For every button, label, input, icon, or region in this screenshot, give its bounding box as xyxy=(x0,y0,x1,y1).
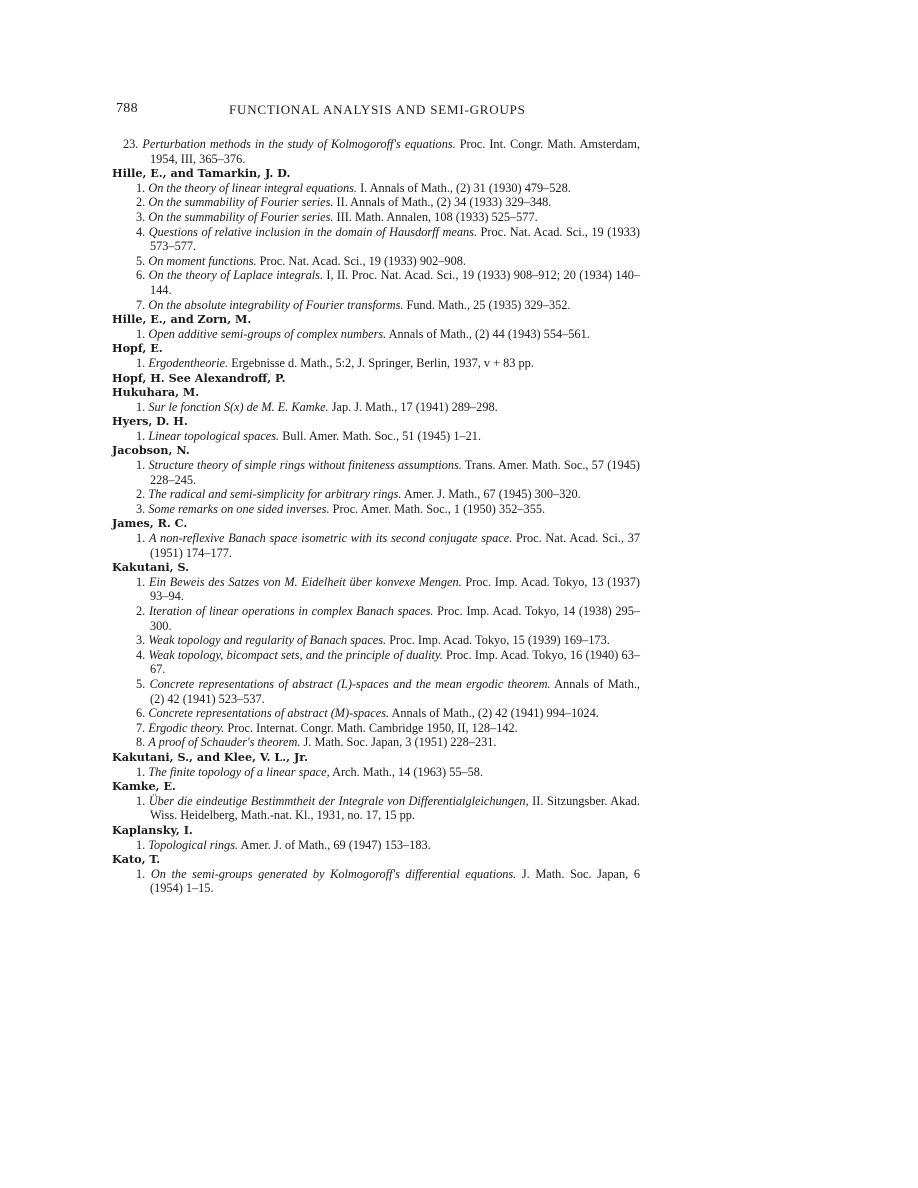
author-block xyxy=(112,852,640,896)
entry-title: On the summability of Fourier series. xyxy=(148,195,334,210)
running-title: FUNCTIONAL ANALYSIS AND SEMI-GROUPS xyxy=(229,102,526,117)
entry-citation: Ergebnisse d. Math., 5:2, J. Springer, Berlin, 1937, v + 83 pp. xyxy=(228,355,534,370)
entry-citation: Proc. Int. Congr. Math. Amsterdam, 1954, III, 365–376. xyxy=(150,137,641,166)
entry-title: On the theory of linear integral equations. xyxy=(148,180,357,195)
entry-title: Concrete representations of abstract (M)-spaces. xyxy=(148,706,390,721)
entry-citation: Proc. Nat. Acad. Sci., 19 (1933) 573–577. xyxy=(150,224,640,254)
entry-title: On the theory of Laplace integrals. xyxy=(148,268,324,283)
entry-citation: Amer. J. of Math., 69 (1947) 153–183. xyxy=(238,837,431,852)
entry-number: 1. xyxy=(136,326,146,341)
entry-title: A proof of Schauder's theorem. xyxy=(148,735,301,750)
entry-citation: II. Annals of Math., (2) 34 (1933) 329–348. xyxy=(333,195,552,210)
entry-number: 4. xyxy=(136,224,146,239)
author-name: Hille, E., and Zorn, M. xyxy=(112,312,252,327)
bib-entry xyxy=(112,502,640,517)
entry-citation: Fund. Math., 25 (1935) 329–352. xyxy=(403,297,571,312)
bib-entry xyxy=(112,298,640,313)
entry-title: Questions of relative inclusion in the domain of Hausdorff means. xyxy=(148,224,478,239)
entry-citation: Bull. Amer. Math. Soc., 51 (1945) 1–21. xyxy=(279,428,482,443)
entry-citation: Proc. Nat. Acad. Sci., 37 (1951) 174–177. xyxy=(150,531,640,560)
entry-title: The finite topology of a linear space, xyxy=(148,764,330,779)
entry-citation: Annals of Math., (2) 42 (1941) 523–537. xyxy=(150,676,640,706)
bib-entry xyxy=(112,575,640,604)
entry-title: On the summability of Fourier series. xyxy=(148,209,334,224)
bib-entry-continued xyxy=(112,137,640,166)
page-header xyxy=(116,101,641,121)
entry-number: 1. xyxy=(136,355,146,370)
entry-citation: Annals of Math., (2) 42 (1941) 994–1024. xyxy=(389,706,599,721)
entry-title: On moment functions. xyxy=(148,253,257,268)
bib-entry xyxy=(112,429,640,444)
entry-citation: Proc. Amer. Math. Soc., 1 (1950) 352–355. xyxy=(329,501,546,516)
entry-number: 7. xyxy=(136,720,146,735)
bib-entry xyxy=(112,838,640,853)
bib-entry xyxy=(112,195,640,210)
entry-number: 1. xyxy=(136,574,146,589)
entry-title: Linear topological spaces. xyxy=(148,428,280,443)
bib-entry xyxy=(112,604,640,633)
entry-number: 1. xyxy=(136,837,146,852)
author-block xyxy=(112,750,640,779)
entry-number: 4. xyxy=(136,647,146,662)
author-block xyxy=(112,779,640,823)
entry-citation: Proc. Nat. Acad. Sci., 19 (1933) 902–908. xyxy=(256,253,466,268)
bib-entry xyxy=(112,458,640,487)
author-name: Kakutani, S., and Klee, V. L., Jr. xyxy=(112,749,309,764)
entry-title: A non-reflexive Banach space isometric with its second conjugate space. xyxy=(149,531,513,546)
author-name: Hille, E., and Tamarkin, J. D. xyxy=(112,166,291,181)
entry-citation: Annals of Math., (2) 44 (1943) 554–561. xyxy=(386,326,590,341)
author-block xyxy=(112,823,640,852)
entry-title: Weak topology, bicompact sets, and the principle of duality. xyxy=(148,647,443,662)
entry-number: 2. xyxy=(136,604,146,618)
bib-entry xyxy=(112,268,640,297)
author-name: Kamke, E. xyxy=(112,779,176,794)
entry-title: Some remarks on one sided inverses. xyxy=(148,501,330,516)
entry-citation: II. Sitzungsber. Akad. Wiss. Heidelberg, Math.-nat. Kl., 1931, no. 17, 15 pp. xyxy=(150,793,640,823)
entry-citation: J. Math. Soc. Japan, 6 (1954) 1–15. xyxy=(150,866,640,896)
entry-title: The radical and semi-simplicity for arbitrary rings. xyxy=(148,487,402,502)
entry-number: 6. xyxy=(136,268,146,283)
entry-number: 23. xyxy=(123,137,139,151)
author-name: James, R. C. xyxy=(112,516,188,531)
bib-entry xyxy=(112,181,640,196)
entry-citation: Arch. Math., 14 (1963) 55–58. xyxy=(329,764,484,779)
author-name: Hukuhara, M. xyxy=(112,385,200,400)
entry-citation: Proc. Imp. Acad. Tokyo, 14 (1938) 295–300. xyxy=(150,604,640,633)
author-name: Hopf, E. xyxy=(112,341,163,356)
bib-entry xyxy=(112,735,640,750)
entry-citation: Proc. Imp. Acad. Tokyo, 16 (1940) 63–67. xyxy=(150,647,640,677)
entry-number: 3. xyxy=(136,209,146,224)
entry-citation: I, II. Proc. Nat. Acad. Sci., 19 (1933) 908–912; 20 (1934) 140–144. xyxy=(150,268,640,297)
entry-number: 5. xyxy=(136,676,146,691)
entry-title: Structure theory of simple rings without finiteness assumptions. xyxy=(148,458,462,473)
entry-number: 6. xyxy=(136,706,146,721)
entry-title: Ein Beweis des Satzes von M. Eidelheit über konvexe Mengen. xyxy=(148,574,462,589)
entry-title: Topological rings. xyxy=(148,837,239,852)
bib-entry xyxy=(112,531,640,560)
entry-number: 1. xyxy=(136,531,146,546)
author-name: Hopf, H. See Alexandroff, P. xyxy=(112,370,286,385)
bib-entry xyxy=(112,356,640,371)
bib-entry xyxy=(112,706,640,721)
page-number: 788 xyxy=(116,101,138,116)
author-block xyxy=(112,341,640,370)
author-block xyxy=(112,385,640,414)
bib-entry xyxy=(112,225,640,254)
author-block xyxy=(112,560,640,750)
entry-citation: Proc. Imp. Acad. Tokyo, 15 (1939) 169–173. xyxy=(386,633,610,648)
author-name: Kaplansky, I. xyxy=(112,822,193,837)
author-block xyxy=(112,166,640,312)
entry-number: 1. xyxy=(136,428,146,443)
bib-entry xyxy=(112,648,640,677)
bib-entry xyxy=(112,487,640,502)
entry-number: 2. xyxy=(136,195,146,210)
author-name: Kakutani, S. xyxy=(112,560,190,575)
author-block xyxy=(112,414,640,443)
entry-number: 2. xyxy=(136,487,146,502)
author-block xyxy=(112,516,640,560)
bib-entry xyxy=(112,254,640,269)
bib-entry xyxy=(112,765,640,780)
entry-title: Iteration of linear operations in complex Banach spaces. xyxy=(148,604,434,618)
entry-number: 1. xyxy=(136,793,146,808)
entry-number: 1. xyxy=(136,866,146,881)
bib-entry xyxy=(112,794,640,823)
entry-number: 1. xyxy=(136,764,146,779)
entry-number: 7. xyxy=(136,297,146,312)
entry-citation: Proc. Internat. Congr. Math. Cambridge 1950, II, 128–142. xyxy=(224,720,518,735)
entry-number: 5. xyxy=(136,253,146,268)
bib-entry xyxy=(112,721,640,736)
entry-citation: J. Math. Soc. Japan, 3 (1951) 228–231. xyxy=(300,735,497,750)
bibliography xyxy=(112,137,640,896)
entry-title: Ergodic theory. xyxy=(148,720,225,735)
entry-number: 1. xyxy=(136,399,146,414)
author-block xyxy=(112,443,640,516)
author-name: Kato, T. xyxy=(112,852,161,867)
author-name: Jacobson, N. xyxy=(112,443,190,458)
entry-title: On the absolute integrability of Fourier transforms. xyxy=(148,297,404,312)
author-name: Hyers, D. H. xyxy=(112,414,188,429)
entry-title: Weak topology and regularity of Banach spaces. xyxy=(148,633,387,648)
bib-entry xyxy=(112,327,640,342)
bib-entry xyxy=(112,677,640,706)
bib-entry xyxy=(112,867,640,896)
author-block xyxy=(112,371,640,386)
entry-number: 3. xyxy=(136,633,146,648)
entry-title: Perturbation methods in the study of Kolmogoroff's equations. xyxy=(142,137,456,151)
entry-title: Open additive semi-groups of complex numbers. xyxy=(148,326,387,341)
entry-title: Ergodentheorie. xyxy=(148,355,229,370)
entry-citation: Jap. J. Math., 17 (1941) 289–298. xyxy=(328,399,498,414)
entry-title: On the semi-groups generated by Kolmogoroff's differential equations. xyxy=(150,866,517,881)
entry-citation: Trans. Amer. Math. Soc., 57 (1945) 228–245. xyxy=(150,458,640,487)
entry-citation: I. Annals of Math., (2) 31 (1930) 479–528. xyxy=(357,180,571,195)
entry-number: 3. xyxy=(136,501,146,516)
entry-number: 1. xyxy=(136,458,146,473)
bib-entry xyxy=(112,633,640,648)
bib-entry xyxy=(112,210,640,225)
entry-title: Über die eindeutige Bestimmtheit der Integrale von Differentialgleichungen, xyxy=(148,793,529,808)
entry-citation: III. Math. Annalen, 108 (1933) 525–577. xyxy=(333,209,538,224)
entry-citation: Amer. J. Math., 67 (1945) 300–320. xyxy=(401,487,581,502)
entry-title: Sur le fonction S(x) de M. E. Kamke. xyxy=(148,399,329,414)
entry-title: Concrete representations of abstract (L)-spaces and the mean ergodic theorem. xyxy=(149,676,551,691)
author-block xyxy=(112,312,640,341)
entry-citation: Proc. Imp. Acad. Tokyo, 13 (1937) 93–94. xyxy=(150,574,641,604)
bib-entry xyxy=(112,400,640,415)
entry-number: 8. xyxy=(136,735,146,750)
entry-number: 1. xyxy=(136,180,146,195)
